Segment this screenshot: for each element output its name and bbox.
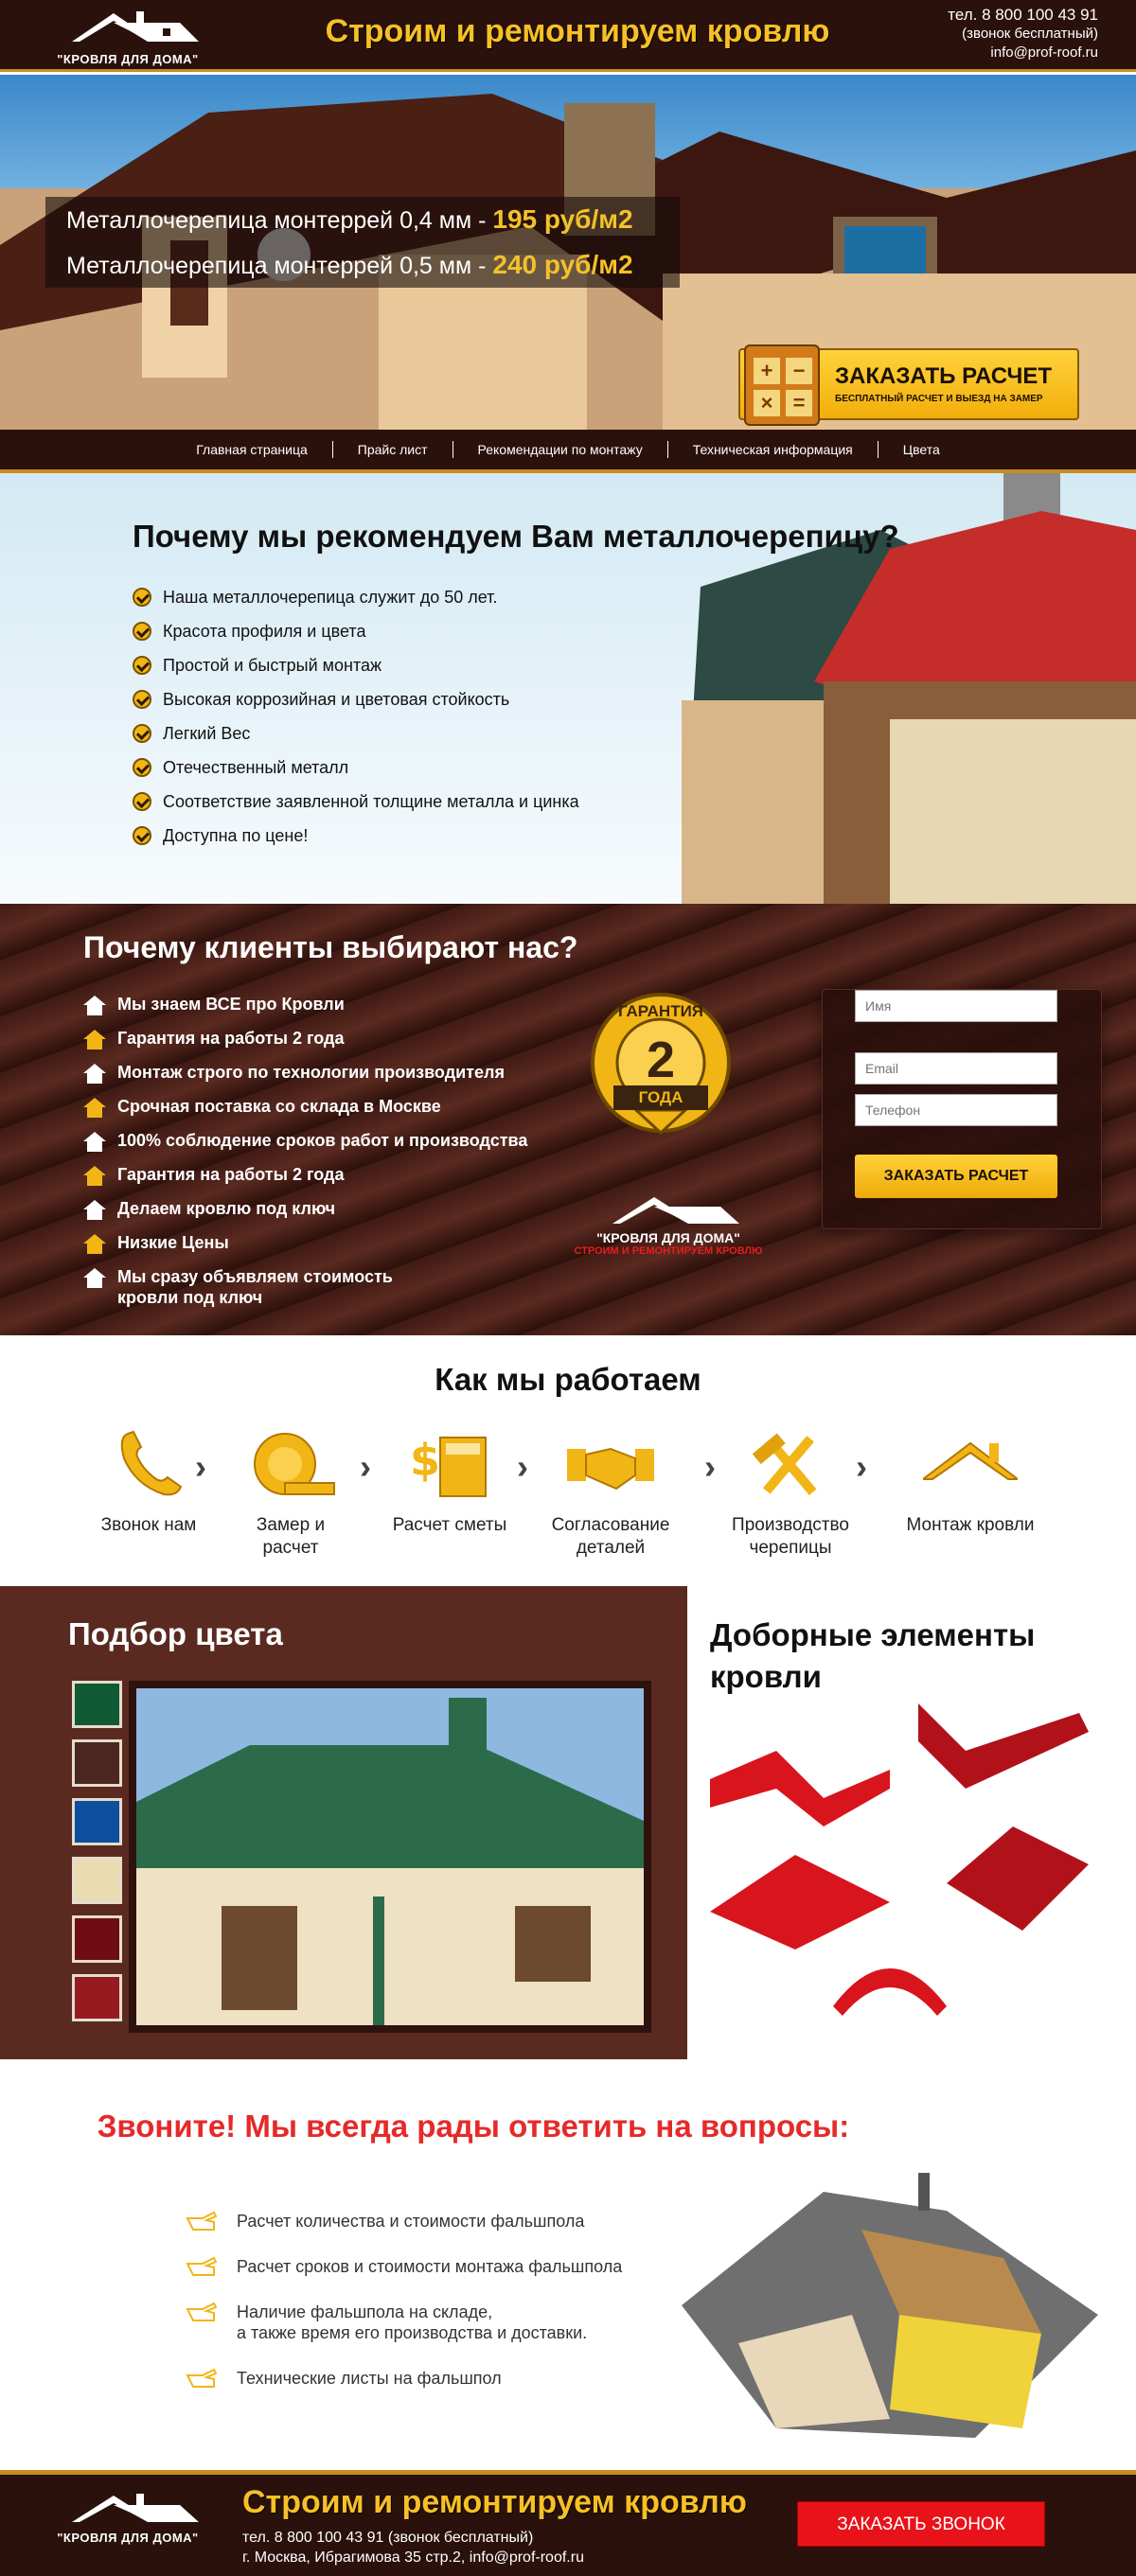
chevron-right-icon: › — [856, 1447, 867, 1486]
list-item: Гарантия на работы 2 года — [83, 1157, 527, 1191]
order-calc-subtitle: БЕСПЛАТНЫЙ РАСЧЕТ И ВЫЕЗД НА ЗАМЕР — [835, 394, 1043, 404]
nav-item-home[interactable]: Главная страница — [171, 441, 333, 458]
color-swatch[interactable] — [72, 1915, 122, 1963]
trim-elements-title: Доборные элементы кровли — [710, 1617, 1036, 1694]
color-swatch[interactable] — [72, 1974, 122, 2021]
list-item: Отечественный металл — [133, 750, 579, 785]
header-title: Строим и ремонтируем кровлю — [325, 13, 830, 49]
logo[interactable] — [57, 8, 199, 66]
list-item: Делаем кровлю под ключ — [83, 1191, 527, 1226]
step-call: Звонок нам — [78, 1426, 220, 1537]
roof-icon — [923, 1426, 1018, 1502]
calculator-icon: + − × = — [744, 344, 820, 426]
list-item: Наша металлочерепица служит до 50 лет. — [133, 580, 579, 614]
color-swatch[interactable] — [72, 1681, 122, 1728]
list-item: Высокая коррозийная и цветовая стойкость — [133, 682, 579, 716]
color-preview-photo — [129, 1681, 651, 2033]
step-production: Производство черепицы — [719, 1426, 861, 1560]
footer-phone[interactable]: тел. 8 800 100 43 91 (звонок бесплатный) — [242, 2530, 534, 2546]
color-swatch[interactable] — [72, 1739, 122, 1787]
footer-title: Строим и ремонтируем кровлю — [242, 2484, 747, 2520]
clients-logo — [564, 1193, 772, 1257]
pointing-hand-icon — [186, 2366, 218, 2389]
list-item: Расчет количества и стоимости фальшпола — [186, 2211, 659, 2232]
clients-list — [83, 987, 527, 1309]
site-header — [0, 0, 1136, 72]
house-icon — [83, 1097, 106, 1118]
clients-title: Почему клиенты выбирают нас? — [83, 930, 578, 964]
step-agree: Согласование деталей — [540, 1426, 682, 1560]
list-item: Легкий Вес — [133, 716, 579, 750]
logo-name: "КРОВЛЯ ДЛЯ ДОМА" — [57, 2531, 199, 2545]
house-logo-icon — [57, 8, 199, 45]
order-form — [822, 989, 1102, 1229]
list-item: Гарантия на работы 2 года — [83, 1021, 527, 1055]
price-label: Металлочерепица монтеррей 0,5 мм - — [66, 253, 487, 279]
nav-item-price[interactable]: Прайс лист — [333, 441, 453, 458]
questions-section — [0, 2059, 1136, 2470]
list-item: Расчет сроков и стоимости монтажа фальшпола — [186, 2256, 659, 2277]
list-item: Мы сразу объявляем стоимость кровли под ключ — [83, 1260, 527, 1309]
list-item: Срочная поставка со склада в Москве — [83, 1089, 527, 1123]
check-icon — [133, 792, 151, 811]
price-row-04 — [45, 197, 680, 242]
header-phone[interactable]: тел. 8 800 100 43 91 — [948, 6, 1098, 24]
list-item: Красота профиля и цвета — [133, 614, 579, 648]
header-phone-note: (звонок бесплатный) — [962, 26, 1098, 42]
price-row-05 — [45, 242, 680, 288]
list-item: Соответствие заявленной толщине металла и цинка — [133, 785, 579, 819]
tools-icon — [743, 1426, 838, 1502]
list-item: Низкие Цены — [83, 1226, 527, 1260]
step-estimate: $ Расчет сметы — [379, 1426, 521, 1537]
hero-banner — [0, 75, 1136, 430]
header-email[interactable]: info@prof-roof.ru — [990, 44, 1098, 61]
check-icon — [133, 622, 151, 641]
trim-elements-image — [701, 1685, 1117, 2059]
svg-text:$: $ — [410, 1435, 441, 1486]
footer-contacts — [242, 2528, 584, 2567]
check-icon — [133, 656, 151, 675]
list-item: Доступна по цене! — [133, 819, 579, 853]
footer-address: г. Москва, Ибрагимова 35 стр.2, info@prof-roof.ru — [242, 2550, 584, 2566]
step-install: Монтаж кровли — [899, 1426, 1041, 1537]
step-measure: Замер и расчет — [220, 1426, 362, 1560]
logo-name: "КРОВЛЯ ДЛЯ ДОМА" — [596, 1230, 740, 1245]
badge-number: 2 — [646, 1032, 676, 1088]
check-icon — [133, 826, 151, 845]
why-list — [133, 580, 579, 853]
phone-icon — [101, 1426, 196, 1502]
order-calc-submit-button[interactable]: ЗАКАЗАТЬ РАСЧЕТ — [855, 1155, 1057, 1198]
chevron-right-icon: › — [360, 1447, 371, 1486]
why-clients-section — [0, 904, 1136, 1335]
name-field[interactable] — [855, 990, 1057, 1022]
roof-construction-image — [663, 2173, 1117, 2457]
house-icon — [83, 1267, 106, 1288]
header-contacts — [948, 6, 1098, 62]
why-title: Почему мы рекомендуем Вам металлочерепицу? — [133, 519, 899, 554]
list-item: Монтаж строго по технологии производителя — [83, 1055, 527, 1089]
nav-item-install[interactable]: Рекомендации по монтажу — [453, 441, 668, 458]
price-label: Металлочерепица монтеррей 0,4 мм - — [66, 207, 487, 234]
site-footer — [0, 2470, 1136, 2576]
list-item: 100% соблюдение сроков работ и производства — [83, 1123, 527, 1157]
order-calc-button[interactable] — [738, 348, 1079, 420]
house-icon — [83, 1063, 106, 1084]
logo-slogan: СТРОИМ И РЕМОНТИРУЕМ КРОВЛЮ — [574, 1245, 763, 1257]
chevron-right-icon: › — [704, 1447, 716, 1486]
order-call-button[interactable]: ЗАКАЗАТЬ ЗВОНОК — [797, 2501, 1045, 2547]
logo-name: "КРОВЛЯ ДЛЯ ДОМА" — [57, 52, 199, 66]
color-title: Подбор цвета — [68, 1616, 283, 1651]
tape-measure-icon — [243, 1426, 338, 1502]
pointing-hand-icon — [186, 2209, 218, 2232]
check-icon — [133, 690, 151, 709]
price-value: 240 руб/м2 — [492, 250, 633, 279]
badge-bottom-text: ГОДА — [638, 1088, 683, 1106]
main-nav — [0, 430, 1136, 473]
handshake-icon — [563, 1426, 658, 1502]
how-we-work-section — [0, 1335, 1136, 1586]
house-icon — [83, 1029, 106, 1050]
color-picker-section — [0, 1586, 687, 2059]
house-icon — [83, 1233, 106, 1254]
questions-title: Звоните! Мы всегда рады ответить на вопросы: — [97, 2108, 850, 2144]
pointing-hand-icon — [186, 2300, 218, 2322]
calculator-money-icon — [402, 1426, 497, 1502]
house-icon — [83, 995, 106, 1015]
how-title: Как мы работаем — [435, 1362, 701, 1397]
email-field[interactable] — [855, 1052, 1057, 1085]
check-icon — [133, 588, 151, 607]
nav-item-colors[interactable]: Цвета — [902, 442, 940, 457]
list-item: Технические листы на фальшпол — [186, 2368, 659, 2389]
order-calc-title: ЗАКАЗАТЬ РАСЧЕТ — [835, 363, 1052, 389]
house-logo-icon — [597, 1193, 739, 1226]
list-item: Простой и быстрый монтаж — [133, 648, 579, 682]
price-value: 195 руб/м2 — [492, 204, 633, 234]
house-icon — [83, 1199, 106, 1220]
check-icon — [133, 724, 151, 743]
nav-item-tech[interactable]: Техническая информация — [668, 441, 879, 458]
badge-top-text: ГАРАНТИЯ — [617, 1002, 704, 1020]
chevron-right-icon: › — [517, 1447, 528, 1486]
phone-field[interactable] — [855, 1094, 1057, 1126]
footer-logo[interactable] — [57, 2490, 199, 2545]
green-roof-house-image — [136, 1688, 644, 2025]
guarantee-badge — [585, 991, 737, 1150]
chevron-right-icon: › — [195, 1447, 206, 1486]
house-logo-icon — [57, 2490, 199, 2524]
house-icon — [83, 1131, 106, 1152]
color-swatch[interactable] — [72, 1857, 122, 1904]
why-metal-tile-section — [0, 473, 1136, 904]
list-item: Наличие фальшпола на складе, а также время его производства и доставки. — [186, 2302, 659, 2343]
house-icon — [83, 1165, 106, 1186]
pointing-hand-icon — [186, 2254, 218, 2277]
list-item: Мы знаем ВСЕ про Кровли — [83, 987, 527, 1021]
color-swatch[interactable] — [72, 1798, 122, 1845]
check-icon — [133, 758, 151, 777]
